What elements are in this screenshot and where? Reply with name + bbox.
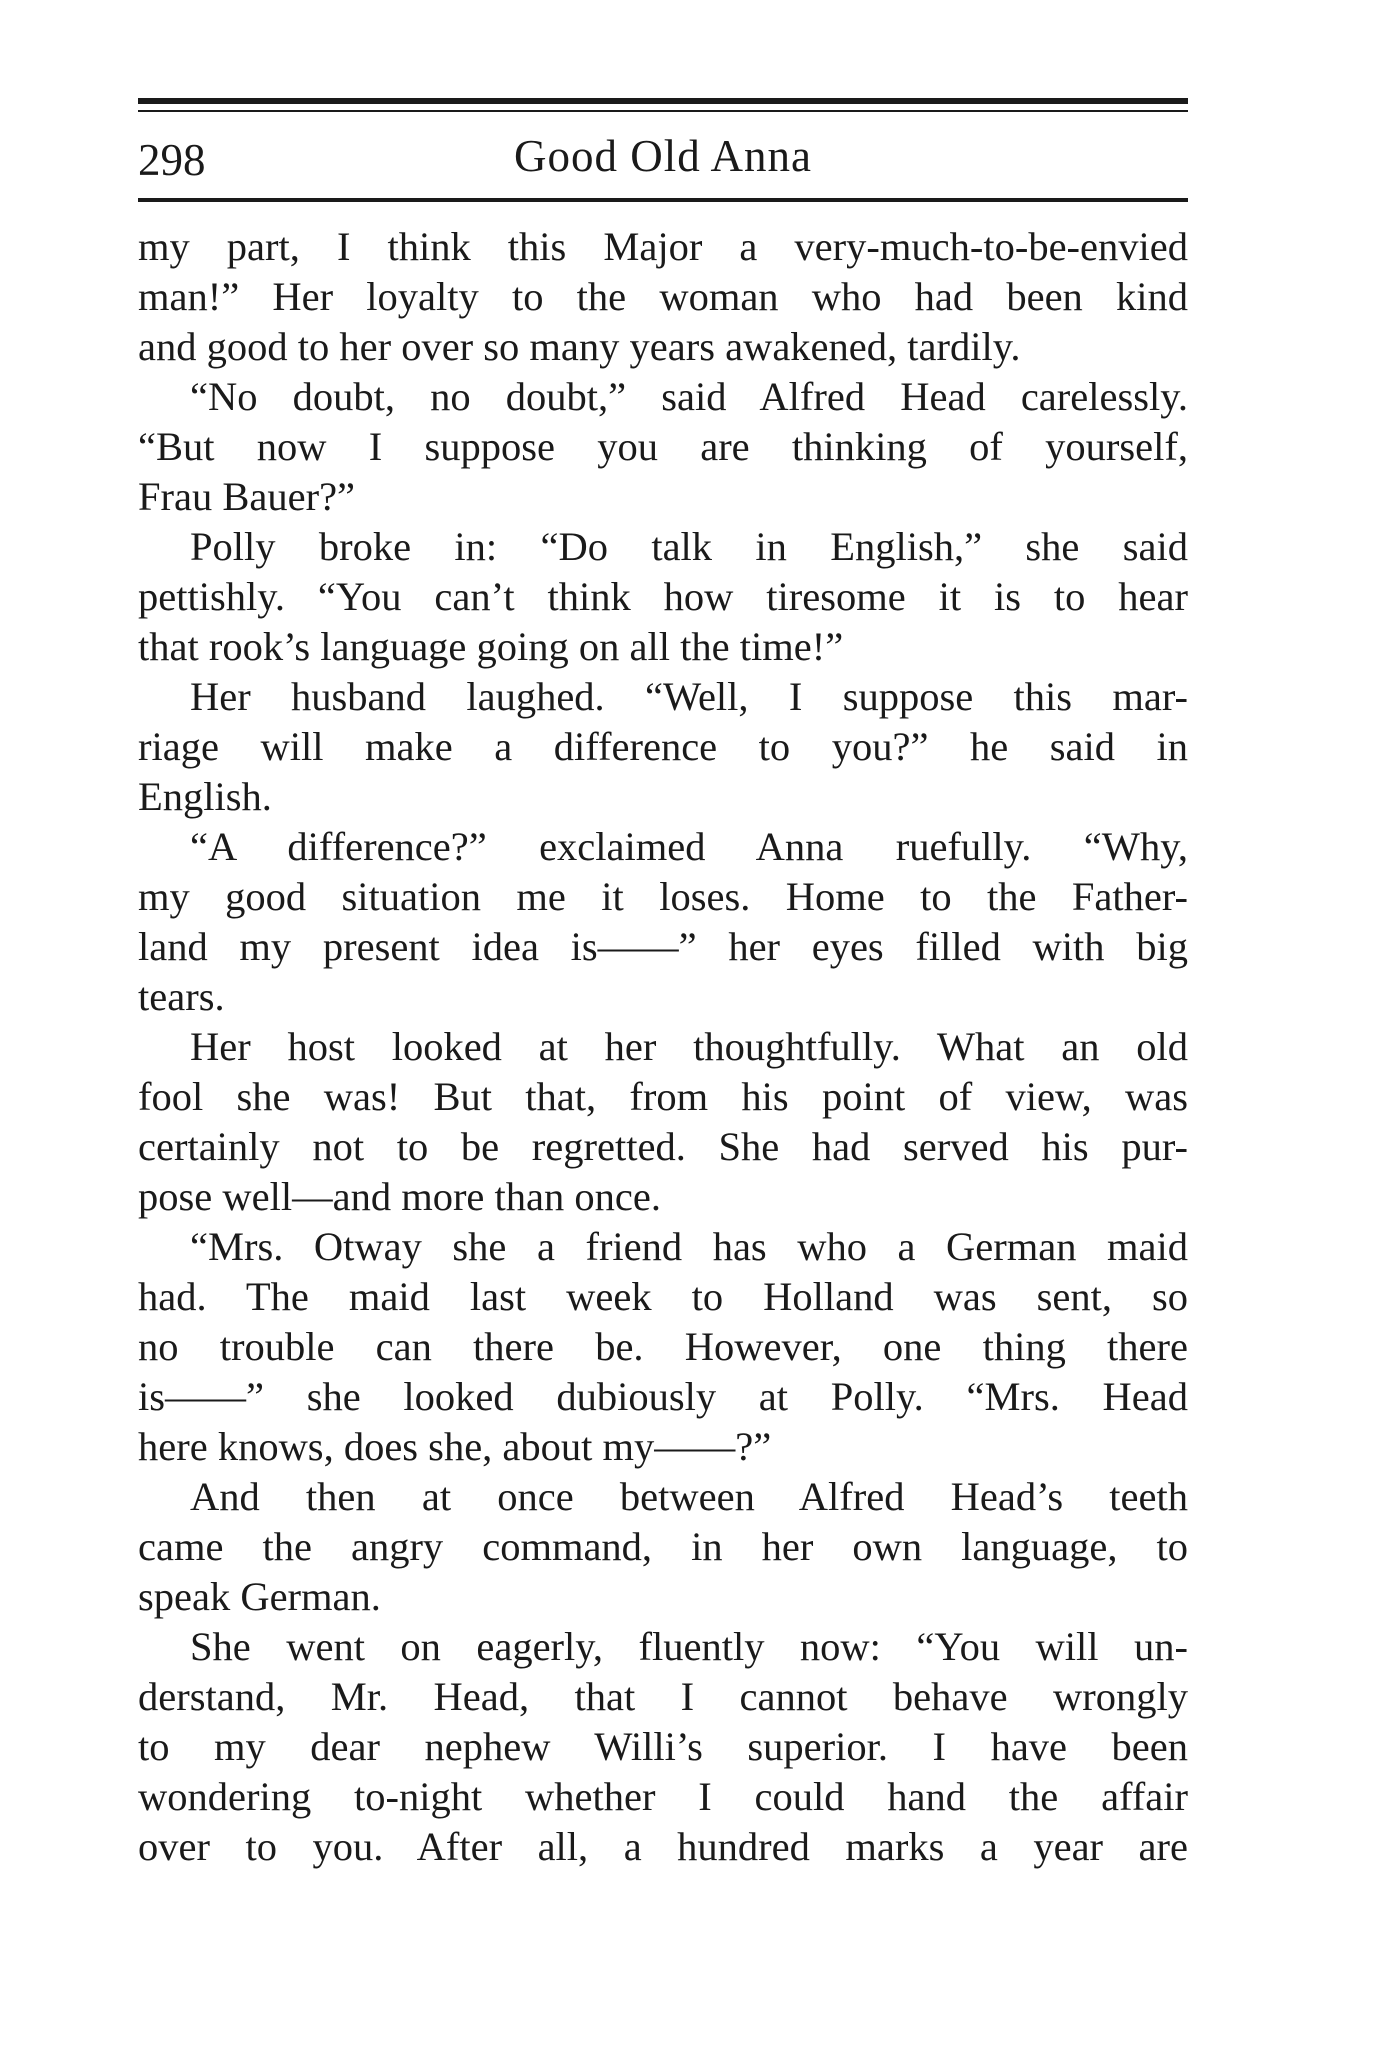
text-line: riage will make a difference to you?” he said in [138,724,1188,769]
text-line: Frau Bauer?” [138,474,356,519]
header-rule-thick [138,98,1188,104]
text-line: my part, I think this Major a very-much-to-be-envied [138,224,1188,269]
text-line: land my present idea is——” her eyes filled with big [138,924,1188,969]
text-line: my good situation me it loses. Home to the Father- [138,874,1188,919]
text-line: over to you. After all, a hundred marks a year are [138,1824,1188,1869]
text-line: no trouble can there be. However, one thing there [138,1324,1188,1369]
text-line: had. The maid last week to Holland was sent, so [138,1274,1188,1319]
text-line: Polly broke in: “Do talk in English,” she said [190,524,1188,569]
running-title: Good Old Anna [514,131,812,181]
text-line: and good to her over so many years awakened, tardily. [138,324,1021,369]
body-text [138,222,1188,1872]
text-line: to my dear nephew Willi’s superior. I have been [138,1724,1188,1769]
text-line: derstand, Mr. Head, that I cannot behave wrongly [138,1674,1188,1719]
text-line: came the angry command, in her own language, to [138,1524,1188,1569]
text-line: Her host looked at her thoughtfully. What an old [190,1024,1188,1069]
text-line: here knows, does she, about my——?” [138,1424,772,1469]
text-line: man!” Her loyalty to the woman who had been kind [138,274,1188,319]
text-line: pettishly. “You can’t think how tiresome it is to hear [138,574,1188,619]
text-line: “Mrs. Otway she a friend has who a German maid [190,1224,1188,1269]
text-line: wondering to-night whether I could hand the affair [138,1774,1188,1819]
text-line: pose well—and more than once. [138,1174,661,1219]
text-line: fool she was! But that, from his point of view, was [138,1074,1188,1119]
text-line: “No doubt, no doubt,” said Alfred Head carelessly. [190,374,1188,419]
text-line: is——” she looked dubiously at Polly. “Mrs. Head [138,1374,1188,1419]
text-line: Her husband laughed. “Well, I suppose this mar- [190,674,1188,719]
text-line: tears. [138,974,225,1019]
text-line: that rook’s language going on all the time!” [138,624,844,669]
header-underline-rule [138,198,1188,202]
text-line: certainly not to be regretted. She had served his pur- [138,1124,1188,1169]
text-line: English. [138,774,272,819]
header-rule-thin [138,110,1188,112]
page-header [138,122,1188,192]
text-line: She went on eagerly, fluently now: “You will un- [190,1624,1188,1669]
text-line: And then at once between Alfred Head’s teeth [190,1474,1188,1519]
text-line: speak German. [138,1574,381,1619]
text-line: “A difference?” exclaimed Anna ruefully. “Why, [190,824,1188,869]
text-line: “But now I suppose you are thinking of yourself, [138,424,1188,469]
page-number: 298 [138,135,206,185]
